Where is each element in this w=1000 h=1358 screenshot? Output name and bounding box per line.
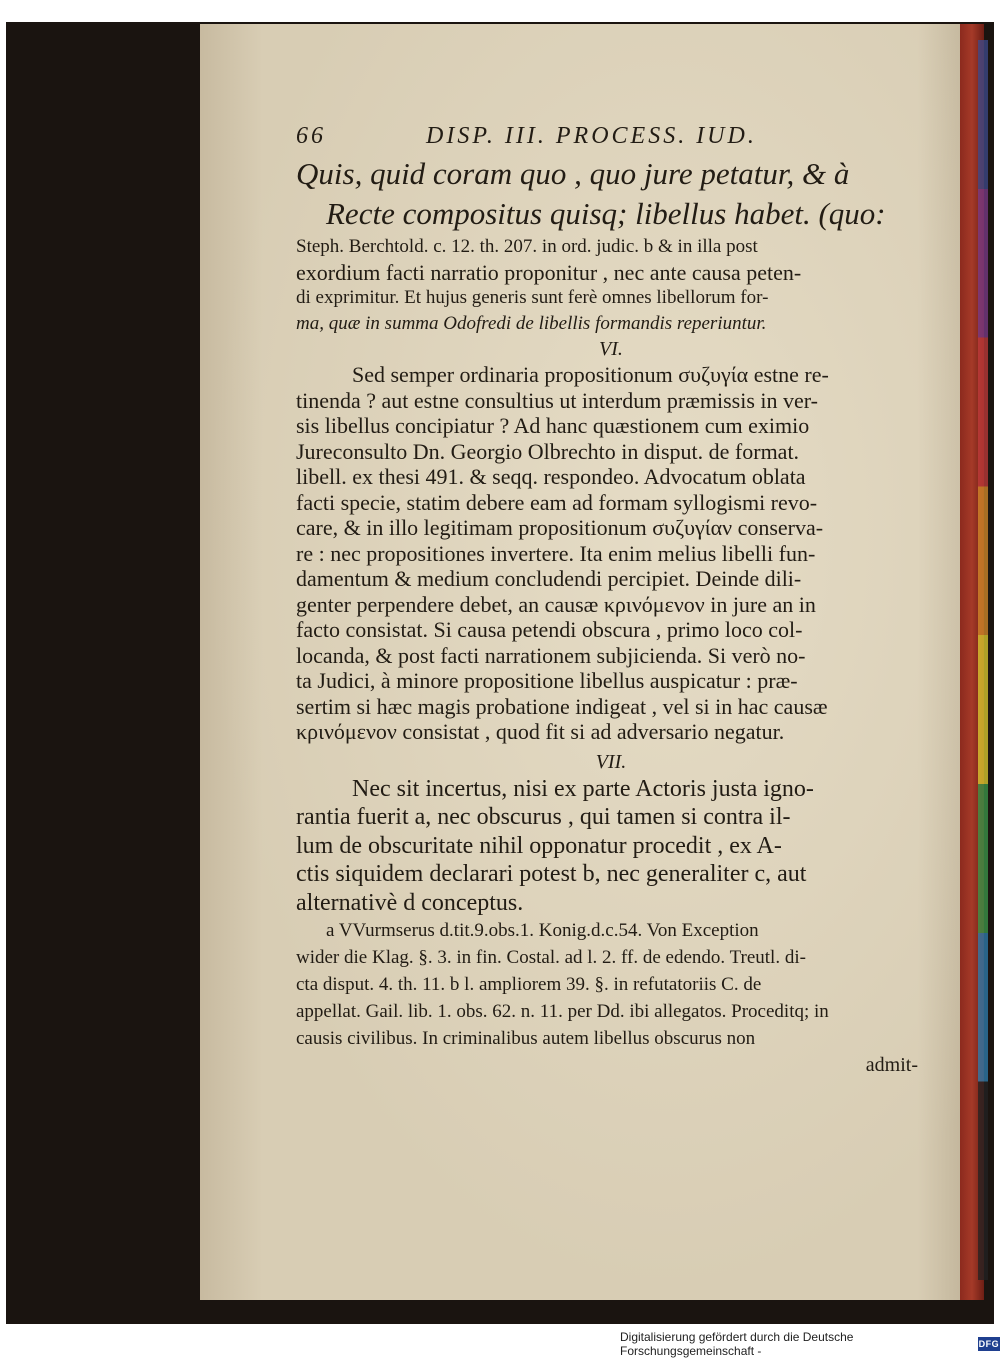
footnote-line: cta disput. 4. th. 11. b l. ampliorem 39. §. in refutatoriis C. de [296,974,762,995]
page-text [296,118,926,1079]
color-calibration-strip [978,40,988,1280]
paragraph-line: lum de obscuritate nihil opponatur procedit , ex A- [296,832,782,859]
section-heading-vi: VI. [599,338,623,360]
intro-line: Steph. Berchtold. c. 12. th. 207. in ord. judic. b & in illa post [296,236,758,257]
paragraph-line: facti specie, statim debere eam ad formam syllogismi revo- [296,489,818,515]
footnote-line: appellat. Gail. lib. 1. obs. 62. n. 11. per Dd. ibi allegatos. Proceditq; in [296,1001,829,1022]
paragraph-line: facto consistat. Si causa petendi obscura , primo loco col- [296,617,803,642]
paragraph-line: alternativè d conceptus. [296,889,524,916]
paragraph-line: care, & in illo legitimam propositionum συζυγίαν conserva- [296,515,824,540]
paragraph-line: damentum & medium concludendi percipiet. Deinde dili- [296,566,802,591]
paragraph-line: re : nec propositiones invertere. Ita enim melius libelli fun- [296,540,816,566]
intro-line: ma, quæ in summa Odofredi de libellis formandis reperiuntur. [296,312,767,334]
dfg-logo[interactable]: DFG [978,1339,1000,1349]
paragraph-line: rantia fuerit a, nec obscurus , qui tamen si contra il- [296,804,791,830]
paragraph-line: κρινόμενον consistat , quod fit si ad adversario negatur. [296,719,785,744]
paragraph-line: ctis siquidem declarari potest b, nec generaliter c, aut [296,861,807,887]
section-heading-vii: VII. [595,750,627,773]
paragraph-line: locanda, & post facti narrationem subjicienda. Si verò no- [296,642,806,668]
paragraph-line: genter perpendere debet, an causæ κρινόμενον in jure an in [296,591,816,617]
paragraph-line: libell. ex thesi 491. & seqq. respondeo. Advocatum oblata [296,464,806,489]
footnote-line: causis civilibus. In criminalibus autem libellus obscurus non [296,1028,756,1049]
intro-line: exordium facti narratio proponitur , nec ante causa peten- [296,259,802,285]
footnote-line: wider die Klag. §. 3. in fin. Costal. ad l. 2. ff. de edendo. Treutl. di- [296,947,806,968]
paragraph-line: Jureconsulto Dn. Georgio Olbrechto in disput. de format. [296,438,800,464]
paragraph-line: tinenda ? aut estne consultius ut interdum præmissis in ver- [296,387,818,413]
paragraph-line: Nec sit incertus, nisi ex parte Actoris justa igno- [352,775,814,802]
credit-text: Digitalisierung gefördert durch die Deutsche Forschungsgemeinschaft - [620,1330,854,1358]
paragraph-line: sertim si hæc magis probatione indigeat , vel si in hac causæ [296,693,828,719]
paragraph-line: ta Judici, à minore propositione libellus auspicatur : præ- [296,668,798,693]
paragraph-line: Sed semper ordinaria propositionum συζυγία estne re- [352,362,829,387]
running-title: DISP. III. PROCESS. IUD. [426,123,757,149]
title-line: Quis, quid coram quo , quo jure petatur, & à [296,156,850,191]
page-number: 66 [296,123,326,149]
intro-line: di exprimitur. Et hujus generis sunt ferè omnes libellorum for- [296,287,769,308]
running-head [296,118,926,154]
digitization-credit [620,1330,1000,1358]
title-line: Recte compositus quisq; libellus habet. (quo: [326,196,886,231]
catchword: admit- [865,1054,918,1076]
footnote-line: a VVurmserus d.tit.9.obs.1. Konig.d.c.54. Von Exception [326,920,759,941]
paragraph-line: sis libellus concipiatur ? Ad hanc quæstionem cum eximio [296,413,810,438]
